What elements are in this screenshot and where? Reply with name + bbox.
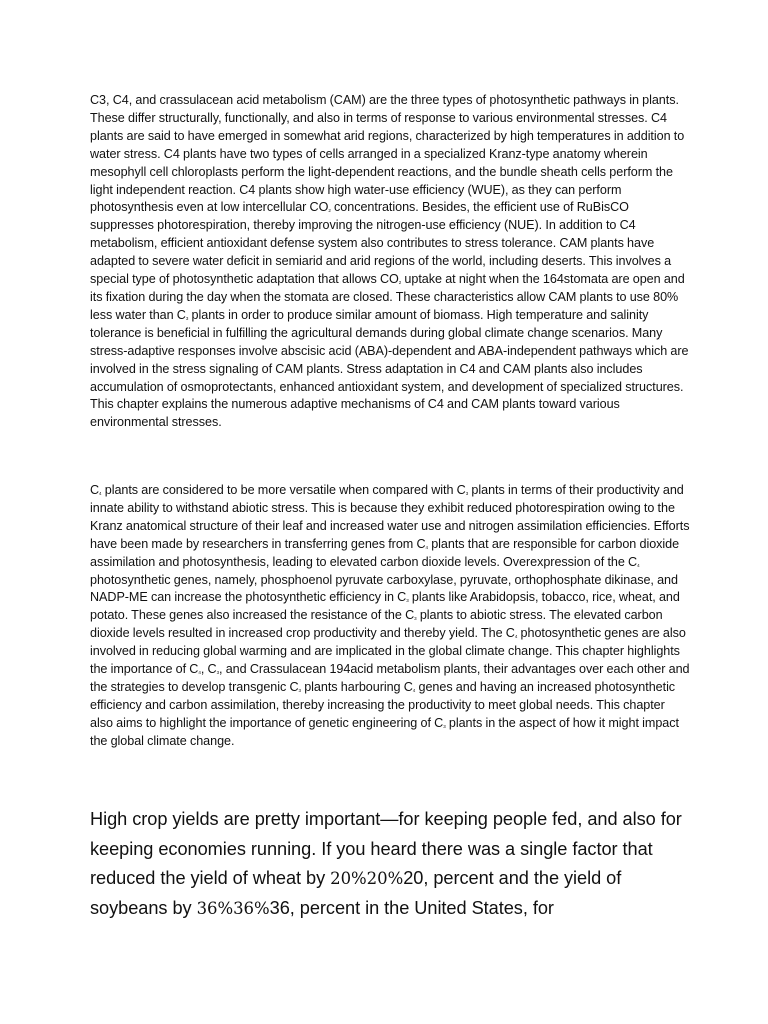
text-run: photosynthetic genes are also involved in reducing global warming and are implicated in the global climate change. This chapter highlights the importance of C [90,626,686,677]
paragraph-crop-yields [90,805,690,923]
paragraph-cam-overview [90,92,690,432]
text-run: plants are considered to be more versatile when compared with C [101,483,466,497]
subscript: 4 [425,544,428,550]
paragraph-c4-versatility [90,482,690,751]
subscript: 4 [99,491,102,496]
subscript: 3 [443,723,446,729]
text-run: High crop yields are pretty important—for keeping people fed, and also for keeping economies running. If you heard there was a single factor that reduced the yield of wheat by [90,809,682,888]
text-run: plants in the aspect of how it might impact the global climate change. [90,715,679,748]
subscript: 2 [398,280,402,286]
subscript: 4 [198,670,201,676]
subscript: 2 [328,208,331,214]
math-run: 20%20% [330,869,404,888]
text-run: plants in order to produce similar amount of biomass. High temperature and salinity tolerance is beneficial in fulfilling the agricultural demands during global climate change scenarios. Many stress-adaptive responses involve abscisic acid (ABA)-dependent and ABA-independent pathways which are involved in the stress signaling of CAM plants. Stress adaptation in C4 and CAM plants also includes accumulation of osmoprotectants, enhanced antioxidant system, and development of specialized structures. This chapter explains the numerous adaptive mechanisms of C4 and CAM plants toward various environmental stresses. [90,307,689,430]
text-run: plants to abiotic stress. The elevated carbon dioxide levels resulted in increased crop productivity and thereby yield. The C [90,608,663,641]
subscript: 3 [414,616,417,622]
text-run: C3, C4, and crassulacean acid metabolism (CAM) are the three types of photosynthetic pathways in plants. These differ structurally, functionally, and also in terms of response to various environmental stresses. C4 plants are said to have emerged in somewhat arid regions, characterized by high temperatures in addition to water stress. C4 plants have two types of cells arranged in a specialized Kranz-type anatomy wherein mesophyll cell chloroplasts perform the light-dependent reactions, and the bundle sheath cells perform the light independent reaction. C4 plants show high water-use efficiency (WUE), as they can perform photosynthesis even at low intercellular CO [90,93,685,215]
subscript: 4 [514,634,518,640]
text-run: plants that are responsible for carbon dioxide assimilation and photosynthesis, leading to elevated carbon dioxide levels. Overexpression of the C [90,536,680,569]
subscript: 3 [298,687,301,693]
subscript: 3 [185,315,189,321]
text-run: plants like Arabidopsis, tobacco, rice, wheat, and potato. These genes also increased the resistance of the C [90,590,680,623]
subscript: 3 [216,670,220,676]
text-run: 36, percent in the United States, for [269,897,554,918]
text-run: photosynthetic genes, namely, phosphoenol pyruvate carboxylase, pyruvate, orthophosphate dikinase, and NADP-ME can increase the photosynthetic efficiency in C [90,572,678,605]
math-run: 36%36% [196,898,270,918]
text-run: , and Crassulacean 194acid metabolism plants, their advantages over each other and the strategies to develop transgenic C [90,662,690,694]
text-run: concentrations. Besides, the efficient use of RuBisCO suppresses photorespiration, thereby improving the nitrogen-use efficiency (NUE). In addition to C4 metabolism, efficient antioxidant defense system also contributes to stress tolerance. CAM plants have adapted to severe water deficit in semiarid and arid regions of the world, including deserts. This involves a special type of photosynthetic adaptation that allows CO [90,200,672,287]
text-run: , C [200,662,217,677]
subscript: 3 [465,491,469,496]
text-run: plants in terms of their productivity and innate ability to withstand abiotic stress. This is because they exhibit reduced photorespiration owing to the Kranz anatomical structure of their leaf and increased water use and nitrogen assimilation efficiencies. Efforts have been made by researchers in transferring genes from C [90,483,690,551]
subscript: 4 [637,562,640,568]
text-run: 20, percent and the yield of soybeans by [90,868,622,918]
text-run: plants harbouring C [300,679,413,694]
subscript: 3 [406,598,409,604]
text-run: genes and having an increased photosynthetic efficiency and carbon assimilation, thereby increasing the productivity to meet global needs. This chapter also aims to highlight the importance of genetic engineering of C [90,679,676,730]
subscript: 4 [412,687,416,693]
text-run: uptake at night when the 164stomata are open and its fixation during the day when the stomata are closed. These characteristics allow CAM plants to use 80% less water than C [90,272,685,322]
text-run: C [90,483,100,497]
